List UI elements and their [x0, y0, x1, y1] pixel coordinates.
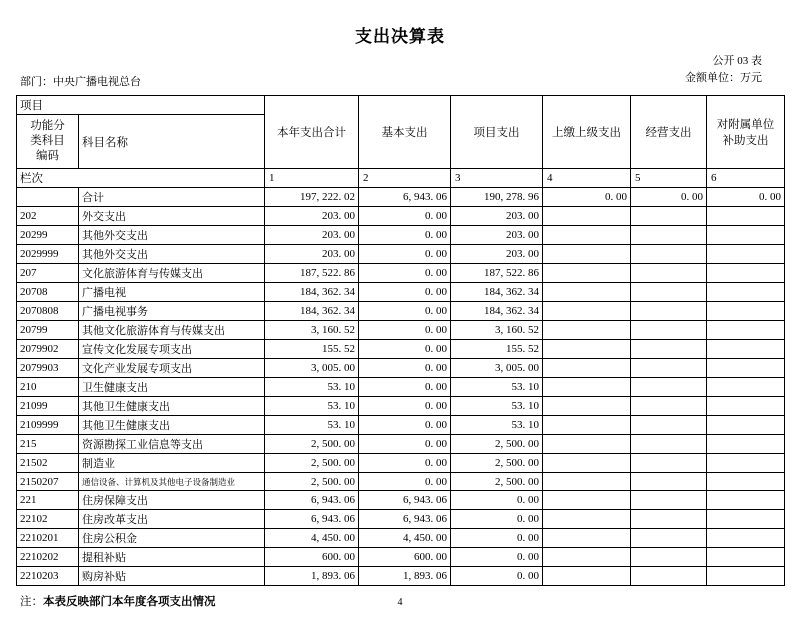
row-value-1: 187, 522. 86 [265, 264, 359, 283]
row-subject-name: 广播电视 [79, 283, 265, 302]
row-value-3: 0. 00 [451, 491, 543, 510]
header-code-line1: 功能分 [30, 120, 65, 132]
row-subject-name: 住房公积金 [79, 529, 265, 548]
row-code: 207 [17, 264, 79, 283]
table-row [17, 264, 785, 283]
row-value-1: 3, 005. 00 [265, 359, 359, 378]
row-value-4 [543, 529, 631, 548]
table-row [17, 548, 785, 567]
row-value-1: 184, 362. 34 [265, 302, 359, 321]
row-value-4 [543, 226, 631, 245]
header-col-subsidy-line2: 补助支出 [722, 135, 769, 147]
row-code: 2109999 [17, 416, 79, 435]
row-value-2: 4, 450. 00 [359, 529, 451, 548]
table-row-numbers [17, 169, 785, 188]
row-subject-name: 其他外交支出 [79, 226, 265, 245]
row-value-6 [707, 302, 785, 321]
row-value-4 [543, 378, 631, 397]
row-value-4 [543, 340, 631, 359]
header-code-line2: 类科目 [30, 135, 65, 147]
header-col-subsidy-line1: 对附属单位 [716, 119, 775, 131]
row-code: 20299 [17, 226, 79, 245]
row-value-6 [707, 397, 785, 416]
row-value-4 [543, 321, 631, 340]
row-value-5 [631, 245, 707, 264]
row-code: 20799 [17, 321, 79, 340]
row-subject-name: 其他外交支出 [79, 245, 265, 264]
row-subject-name: 住房保障支出 [79, 491, 265, 510]
row-value-4 [543, 302, 631, 321]
row-value-1: 155. 52 [265, 340, 359, 359]
table-row [17, 567, 785, 586]
row-code: 2070808 [17, 302, 79, 321]
footnote-label: 注： [20, 596, 43, 608]
row-value-2: 1, 893. 06 [359, 567, 451, 586]
row-value-1: 1, 893. 06 [265, 567, 359, 586]
row-value-2: 0. 00 [359, 264, 451, 283]
row-subject-name: 通信设备、计算机及其他电子设备制造业 [79, 473, 265, 491]
row-value-5 [631, 226, 707, 245]
row-code: 20708 [17, 283, 79, 302]
row-subject-name: 广播电视事务 [79, 302, 265, 321]
row-value-3: 0. 00 [451, 529, 543, 548]
row-value-4 [543, 359, 631, 378]
row-value-2: 0. 00 [359, 245, 451, 264]
row-value-5 [631, 491, 707, 510]
table-row [17, 340, 785, 359]
header-code-line3: 编码 [36, 150, 59, 162]
row-value-4 [543, 491, 631, 510]
row-code: 2210201 [17, 529, 79, 548]
row-value-5 [631, 378, 707, 397]
row-value-3: 53. 10 [451, 378, 543, 397]
header-col-subject-name: 科目名称 [79, 115, 265, 169]
department-name: 中央广播电视总台 [53, 76, 141, 88]
row-number-6: 6 [707, 169, 785, 188]
row-number-4: 4 [543, 169, 631, 188]
row-value-3: 53. 10 [451, 397, 543, 416]
row-subject-name: 提租补贴 [79, 548, 265, 567]
header-col-basic: 基本支出 [359, 96, 451, 169]
row-value-4 [543, 510, 631, 529]
row-code: 210 [17, 378, 79, 397]
row-value-1: 184, 362. 34 [265, 283, 359, 302]
row-value-5 [631, 435, 707, 454]
table-body [17, 207, 785, 586]
row-code: 2210202 [17, 548, 79, 567]
total-value-3: 190, 278. 96 [451, 188, 543, 207]
row-subject-name: 宣传文化发展专项支出 [79, 340, 265, 359]
row-value-3: 203. 00 [451, 207, 543, 226]
row-value-2: 0. 00 [359, 378, 451, 397]
footnote-text: 本表反映部门本年度各项支出情况 [43, 596, 216, 608]
row-code: 2079902 [17, 340, 79, 359]
row-value-5 [631, 567, 707, 586]
row-number-1: 1 [265, 169, 359, 188]
table-row [17, 397, 785, 416]
header-col-business: 经营支出 [631, 96, 707, 169]
row-value-1: 203. 00 [265, 226, 359, 245]
row-value-2: 0. 00 [359, 283, 451, 302]
row-value-4 [543, 283, 631, 302]
row-subject-name: 文化旅游体育与传媒支出 [79, 264, 265, 283]
row-value-4 [543, 454, 631, 473]
row-value-1: 2, 500. 00 [265, 435, 359, 454]
total-name: 合计 [79, 188, 265, 207]
row-subject-name: 其他卫生健康支出 [79, 416, 265, 435]
row-value-5 [631, 473, 707, 491]
row-value-4 [543, 435, 631, 454]
row-value-2: 6, 943. 06 [359, 510, 451, 529]
row-value-5 [631, 529, 707, 548]
row-subject-name: 其他卫生健康支出 [79, 397, 265, 416]
table-row [17, 321, 785, 340]
row-value-3: 53. 10 [451, 416, 543, 435]
table-row [17, 473, 785, 491]
row-value-5 [631, 510, 707, 529]
row-value-5 [631, 548, 707, 567]
department-line [16, 55, 784, 89]
row-value-1: 3, 160. 52 [265, 321, 359, 340]
header-item-label: 项目 [17, 96, 265, 115]
row-code: 2079903 [17, 359, 79, 378]
row-value-1: 203. 00 [265, 245, 359, 264]
row-value-2: 0. 00 [359, 454, 451, 473]
row-value-6 [707, 548, 785, 567]
row-value-1: 2, 500. 00 [265, 473, 359, 491]
header-col-project: 项目支出 [451, 96, 543, 169]
row-value-4 [543, 397, 631, 416]
row-value-4 [543, 548, 631, 567]
table-row [17, 378, 785, 397]
row-value-2: 600. 00 [359, 548, 451, 567]
document-page [0, 22, 800, 622]
table-row [17, 491, 785, 510]
row-value-3: 2, 500. 00 [451, 435, 543, 454]
row-value-1: 53. 10 [265, 416, 359, 435]
table-row [17, 416, 785, 435]
row-value-6 [707, 340, 785, 359]
row-subject-name: 外交支出 [79, 207, 265, 226]
row-value-6 [707, 378, 785, 397]
row-value-3: 0. 00 [451, 510, 543, 529]
row-value-3: 0. 00 [451, 567, 543, 586]
row-value-6 [707, 435, 785, 454]
row-value-6 [707, 491, 785, 510]
row-value-4 [543, 416, 631, 435]
table-row [17, 207, 785, 226]
row-value-3: 155. 52 [451, 340, 543, 359]
row-value-4 [543, 473, 631, 491]
table-row [17, 510, 785, 529]
row-value-3: 0. 00 [451, 548, 543, 567]
total-value-6: 0. 00 [707, 188, 785, 207]
row-value-1: 6, 943. 06 [265, 491, 359, 510]
row-value-1: 2, 500. 00 [265, 454, 359, 473]
total-value-1: 197, 222. 02 [265, 188, 359, 207]
row-value-3: 2, 500. 00 [451, 454, 543, 473]
row-subject-name: 购房补贴 [79, 567, 265, 586]
row-value-2: 0. 00 [359, 435, 451, 454]
row-value-5 [631, 302, 707, 321]
row-value-3: 3, 160. 52 [451, 321, 543, 340]
row-value-6 [707, 454, 785, 473]
row-value-1: 600. 00 [265, 548, 359, 567]
table-row-total [17, 188, 785, 207]
row-value-1: 6, 943. 06 [265, 510, 359, 529]
row-value-6 [707, 473, 785, 491]
expenditure-table [16, 95, 785, 586]
row-code: 21099 [17, 397, 79, 416]
total-code [17, 188, 79, 207]
table-row [17, 283, 785, 302]
row-subject-name: 制造业 [79, 454, 265, 473]
row-value-6 [707, 207, 785, 226]
row-number-label: 栏次 [17, 169, 265, 188]
row-value-5 [631, 454, 707, 473]
row-value-2: 0. 00 [359, 226, 451, 245]
row-subject-name: 住房改革支出 [79, 510, 265, 529]
row-value-2: 0. 00 [359, 359, 451, 378]
row-subject-name: 其他文化旅游体育与传媒支出 [79, 321, 265, 340]
row-value-3: 203. 00 [451, 226, 543, 245]
row-number-5: 5 [631, 169, 707, 188]
row-code: 21502 [17, 454, 79, 473]
row-value-5 [631, 207, 707, 226]
table-row [17, 245, 785, 264]
row-value-6 [707, 226, 785, 245]
row-value-2: 0. 00 [359, 340, 451, 359]
row-value-3: 184, 362. 34 [451, 283, 543, 302]
row-value-2: 0. 00 [359, 397, 451, 416]
row-value-2: 0. 00 [359, 321, 451, 340]
row-value-5 [631, 340, 707, 359]
page-title: 支出决算表 [355, 27, 445, 46]
row-code: 215 [17, 435, 79, 454]
row-value-6 [707, 567, 785, 586]
form-number: 公开 03 表 [712, 55, 762, 67]
table-row [17, 226, 785, 245]
row-subject-name: 卫生健康支出 [79, 378, 265, 397]
row-subject-name: 文化产业发展专项支出 [79, 359, 265, 378]
row-value-2: 0. 00 [359, 302, 451, 321]
row-number-2: 2 [359, 169, 451, 188]
row-value-2: 0. 00 [359, 473, 451, 491]
row-value-5 [631, 321, 707, 340]
row-value-1: 4, 450. 00 [265, 529, 359, 548]
row-value-6 [707, 321, 785, 340]
row-value-1: 203. 00 [265, 207, 359, 226]
header-col-function-code [17, 115, 79, 169]
row-value-3: 187, 522. 86 [451, 264, 543, 283]
row-value-3: 184, 362. 34 [451, 302, 543, 321]
row-value-5 [631, 359, 707, 378]
header-col-subsidy [707, 96, 785, 169]
amount-unit: 金额单位：万元 [685, 72, 762, 84]
row-number-3: 3 [451, 169, 543, 188]
total-value-5: 0. 00 [631, 188, 707, 207]
row-value-1: 53. 10 [265, 378, 359, 397]
table-row [17, 435, 785, 454]
row-value-6 [707, 264, 785, 283]
table-row [17, 454, 785, 473]
row-value-6 [707, 529, 785, 548]
row-value-5 [631, 416, 707, 435]
row-code: 2029999 [17, 245, 79, 264]
table-row [17, 529, 785, 548]
total-value-4: 0. 00 [543, 188, 631, 207]
page-number: 4 [397, 597, 403, 608]
row-code: 2150207 [17, 473, 79, 491]
row-value-1: 53. 10 [265, 397, 359, 416]
row-value-2: 0. 00 [359, 416, 451, 435]
row-value-6 [707, 245, 785, 264]
row-value-4 [543, 207, 631, 226]
row-value-3: 3, 005. 00 [451, 359, 543, 378]
table-header-row-item [17, 96, 785, 115]
department-label: 部门： [20, 76, 53, 88]
row-value-3: 203. 00 [451, 245, 543, 264]
row-code: 2210203 [17, 567, 79, 586]
row-value-2: 0. 00 [359, 207, 451, 226]
total-value-2: 6, 943. 06 [359, 188, 451, 207]
row-value-2: 6, 943. 06 [359, 491, 451, 510]
header-col-total: 本年支出合计 [265, 96, 359, 169]
row-value-5 [631, 264, 707, 283]
row-value-6 [707, 283, 785, 302]
row-value-5 [631, 283, 707, 302]
row-value-4 [543, 567, 631, 586]
row-value-5 [631, 397, 707, 416]
row-value-6 [707, 359, 785, 378]
row-value-3: 2, 500. 00 [451, 473, 543, 491]
row-code: 202 [17, 207, 79, 226]
row-code: 221 [17, 491, 79, 510]
header-col-upper: 上缴上级支出 [543, 96, 631, 169]
table-row [17, 359, 785, 378]
row-value-6 [707, 416, 785, 435]
row-value-6 [707, 510, 785, 529]
table-row [17, 302, 785, 321]
row-code: 22102 [17, 510, 79, 529]
row-value-4 [543, 245, 631, 264]
row-subject-name: 资源勘探工业信息等支出 [79, 435, 265, 454]
row-value-4 [543, 264, 631, 283]
